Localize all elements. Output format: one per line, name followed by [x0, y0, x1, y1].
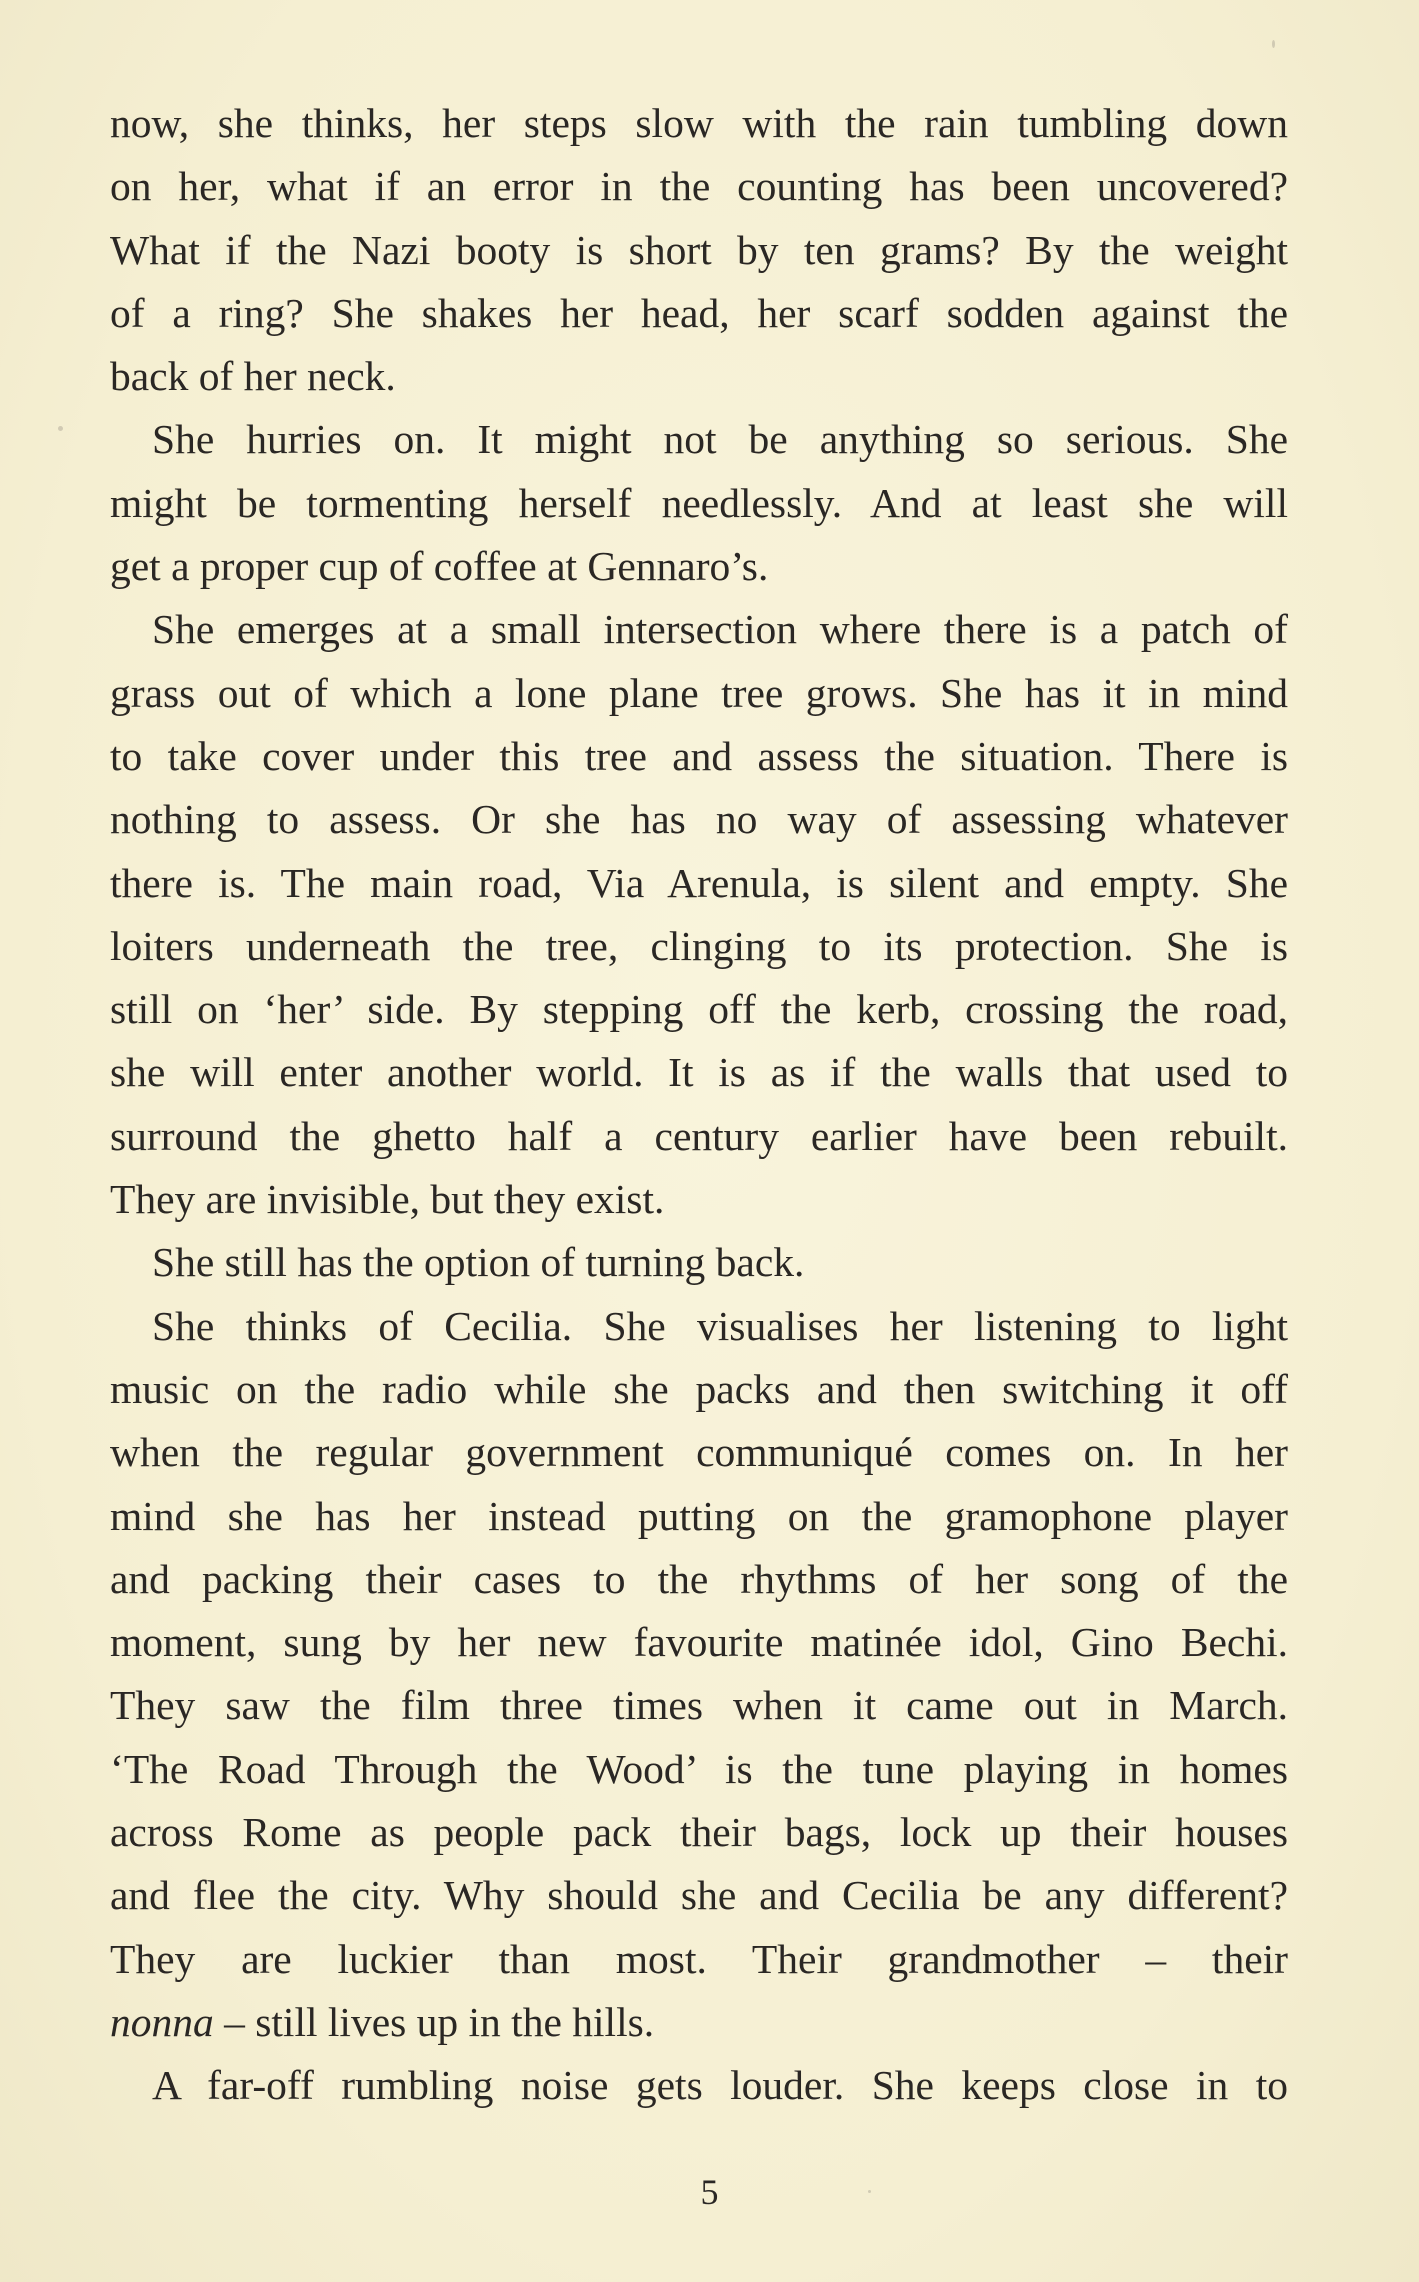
text-line: grass out of which a lone plane tree grows. She has it in mind	[110, 669, 1288, 716]
text-line: She thinks of Cecilia. She visualises her listening to light	[152, 1302, 1288, 1349]
text-line: and packing their cases to the rhythms of her song of the	[110, 1555, 1288, 1602]
text-line: might be tormenting herself needlessly. And at least she will	[110, 479, 1288, 526]
paper-speck	[58, 426, 63, 431]
text-line: on her, what if an error in the counting has been uncovered?	[110, 163, 1288, 210]
text-line: back of her neck.	[110, 353, 396, 400]
text-line: across Rome as people pack their bags, lock up their houses	[110, 1809, 1288, 1856]
paragraph-1	[110, 92, 1288, 408]
text-line: She emerges at a small intersection where there is a patch of	[152, 606, 1288, 653]
text-line: there is. The main road, Via Arenula, is silent and empty. She	[110, 859, 1288, 906]
text-line: to take cover under this tree and assess the situation. There is	[110, 732, 1288, 779]
paper-speck	[1272, 40, 1275, 48]
paragraph-2	[110, 408, 1288, 598]
paragraph-3	[110, 598, 1288, 1231]
paragraph-6	[110, 2054, 1288, 2117]
text-line: now, she thinks, her steps slow with the rain tumbling down	[110, 100, 1288, 146]
text-line: she will enter another world. It is as if the walls that used to	[110, 1049, 1288, 1096]
text-line: ‘The Road Through the Wood’ is the tune playing in homes	[110, 1745, 1288, 1792]
text-line: of a ring? She shakes her head, her scarf sodden against the	[110, 289, 1288, 336]
text-line: They are luckier than most. Their grandmother – their	[110, 1935, 1288, 1982]
paper-speck	[868, 2190, 871, 2193]
page-number: 5	[700, 2172, 719, 2212]
text-line: when the regular government communiqué comes on. In her	[110, 1429, 1288, 1476]
italic-word: nonna	[110, 1998, 214, 2045]
text-line: surround the ghetto half a century earlier have been rebuilt.	[110, 1112, 1288, 1159]
text-line: She hurries on. It might not be anything so serious. She	[152, 416, 1288, 463]
text-line: music on the radio while she packs and then switching it off	[110, 1365, 1288, 1412]
text-line-with-italic: nonna – still lives up in the hills.	[110, 1998, 655, 2045]
text-line: They are invisible, but they exist.	[110, 1176, 665, 1223]
text-line: mind she has her instead putting on the gramophone player	[110, 1492, 1288, 1539]
text-line: get a proper cup of coffee at Gennaro’s.	[110, 543, 769, 590]
text-line: A far-off rumbling noise gets louder. She keeps close in to	[152, 2062, 1288, 2109]
text-line: nothing to assess. Or she has no way of assessing whatever	[110, 796, 1288, 843]
text-line: loiters underneath the tree, clinging to its protection. She is	[110, 922, 1288, 969]
text-line: and flee the city. Why should she and Cecilia be any different?	[110, 1872, 1288, 1919]
paragraph-5	[110, 1295, 1288, 2055]
paragraph-4	[110, 1231, 1288, 1294]
text-line: They saw the film three times when it came out in March.	[110, 1682, 1288, 1729]
text-line: moment, sung by her new favourite matinée idol, Gino Bechi.	[110, 1619, 1288, 1666]
text-line: still on ‘her’ side. By stepping off the kerb, crossing the road,	[110, 986, 1288, 1033]
text-line: She still has the option of turning back.	[152, 1239, 805, 1286]
body-text	[110, 92, 1288, 2118]
text-line: What if the Nazi booty is short by ten grams? By the weight	[110, 226, 1288, 273]
